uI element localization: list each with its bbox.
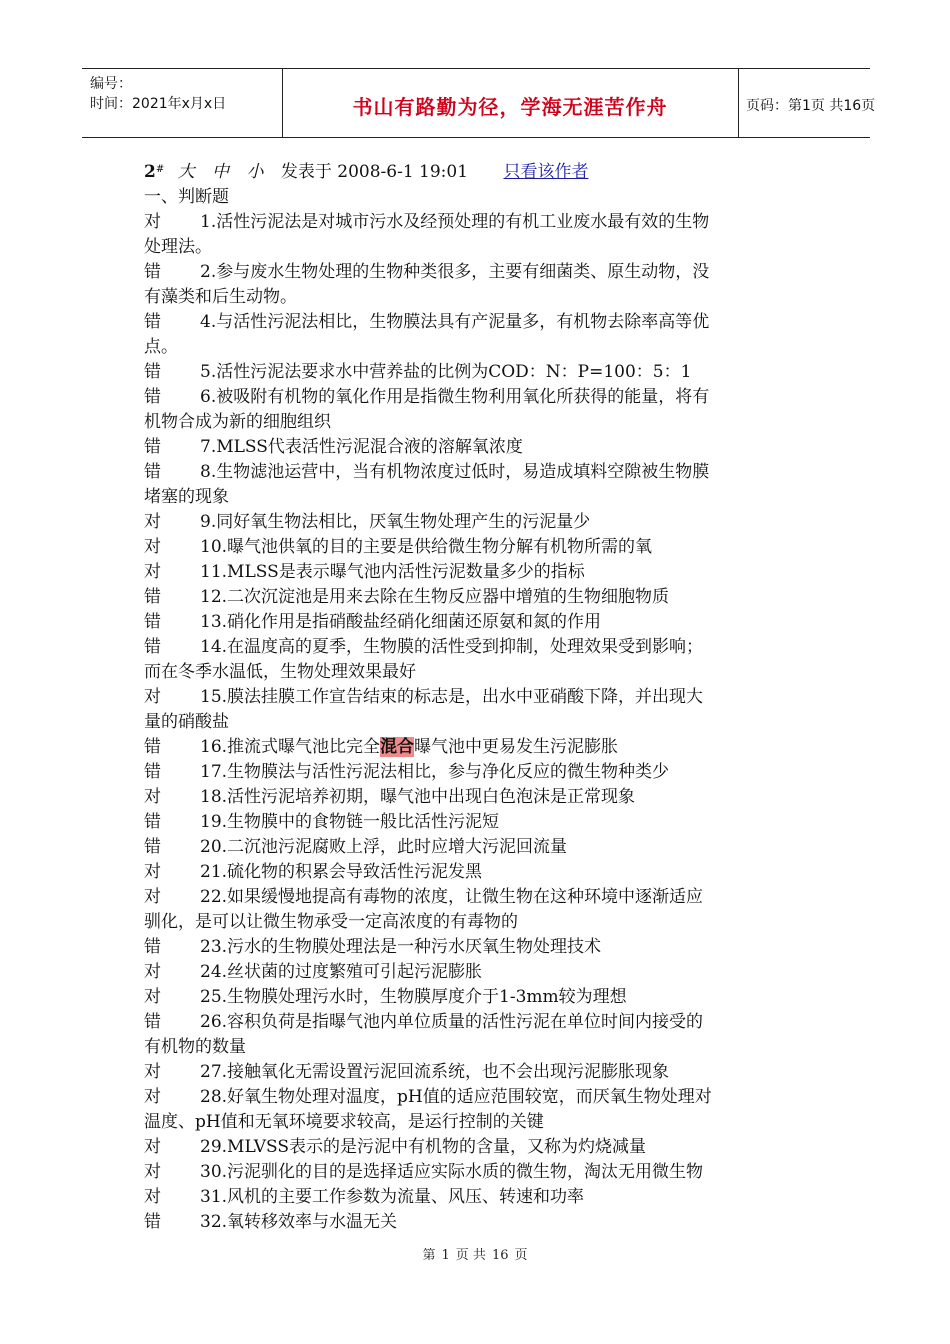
- question-line: [144, 610, 784, 635]
- question-text: 堵塞的现象: [144, 487, 229, 507]
- answer-mark: 错: [144, 612, 161, 632]
- answer-mark: 对: [144, 1137, 161, 1157]
- document-header: [82, 68, 876, 138]
- question-text: 而在冬季水温低，生物处理效果最好: [144, 662, 416, 682]
- answer-mark: 错: [144, 937, 161, 957]
- answer-mark: 对: [144, 787, 161, 807]
- only-author-link[interactable]: 只看该作者: [503, 162, 589, 182]
- question-text: 7.MLSS代表活性污泥混合液的溶解氧浓度: [200, 437, 523, 457]
- question-line: [144, 210, 784, 235]
- question-text: 29.MLVSS表示的是污泥中有机物的含量，又称为灼烧减量: [200, 1137, 646, 1157]
- question-text: 23.污水的生物膜处理法是一种污水厌氧生物处理技术: [200, 937, 602, 957]
- question-line: [144, 1210, 784, 1235]
- question-text: 2.参与废水生物处理的生物种类很多，主要有细菌类、原生动物，没: [200, 262, 710, 282]
- question-text: 31.风机的主要工作参数为流量、风压、转速和功率: [200, 1187, 585, 1207]
- footer-prefix: 第: [422, 1248, 436, 1263]
- answer-mark: 错: [144, 437, 161, 457]
- question-line: [144, 860, 784, 885]
- question-text: 机物合成为新的细胞组织: [144, 412, 331, 432]
- question-text: 25.生物膜处理污水时，生物膜厚度介于1-3mm较为理想: [200, 987, 627, 1007]
- question-text: 9.同好氧生物法相比，厌氧生物处理产生的污泥量少: [200, 512, 591, 532]
- question-text: 13.硝化作用是指硝酸盐经硝化细菌还原氨和氮的作用: [200, 612, 602, 632]
- footer-total: 16: [491, 1248, 509, 1263]
- question-text: 4.与活性污泥法相比，生物膜法具有产泥量多，有机物去除率高等优: [200, 312, 710, 332]
- question-line: [144, 360, 784, 385]
- question-line: [144, 785, 784, 810]
- answer-mark: 对: [144, 562, 161, 582]
- font-size-links[interactable]: 大 中 小: [177, 162, 270, 182]
- question-line: [144, 710, 784, 735]
- question-text: 8.生物滤池运营中，当有机物浓度过低时，易造成填料空隙被生物膜: [200, 462, 710, 482]
- question-text: 有机物的数量: [144, 1037, 246, 1057]
- section-title: 一、判断题: [144, 187, 229, 207]
- header-info-cell: [82, 69, 283, 137]
- question-line: [144, 335, 784, 360]
- question-text: 27.接触氧化无需设置污泥回流系统，也不会出现污泥膨胀现象: [200, 1062, 670, 1082]
- answer-mark: 错: [144, 587, 161, 607]
- question-text: 驯化，是可以让微生物承受一定高浓度的有毒物的: [144, 912, 518, 932]
- question-text: 温度、pH值和无氧环境要求较高，是运行控制的关键: [144, 1112, 544, 1132]
- page-label: 页码：第1页 共16页: [746, 98, 876, 114]
- answer-mark: 错: [144, 812, 161, 832]
- answer-mark: 对: [144, 512, 161, 532]
- answer-mark: 错: [144, 837, 161, 857]
- question-text: 18.活性污泥培养初期，曝气池中出现白色泡沫是正常现象: [200, 787, 636, 807]
- footer-current: 1: [441, 1248, 450, 1263]
- motto-text: 书山有路勤为径，学海无涯苦作舟: [352, 95, 668, 119]
- answer-mark: 对: [144, 987, 161, 1007]
- question-text: 5.活性污泥法要求水中营养盐的比例为COD：N：P=100：5：1: [200, 362, 692, 382]
- answer-mark: 对: [144, 1087, 161, 1107]
- highlighted-text: 混合: [380, 737, 415, 757]
- question-line: [144, 810, 784, 835]
- question-line: [144, 535, 784, 560]
- question-line: [144, 560, 784, 585]
- answer-mark: 对: [144, 1187, 161, 1207]
- question-text: 点。: [144, 337, 178, 357]
- question-line: [144, 260, 784, 285]
- question-line: [144, 1110, 784, 1135]
- question-line: [144, 1135, 784, 1160]
- answer-mark: 对: [144, 537, 161, 557]
- answer-mark: 错: [144, 462, 161, 482]
- answer-mark: 错: [144, 1212, 161, 1232]
- answer-mark: 错: [144, 312, 161, 332]
- answer-mark: 错: [144, 262, 161, 282]
- question-line: [144, 1185, 784, 1210]
- question-line: [144, 460, 784, 485]
- posted-time: 发表于 2008-6-1 19:01: [280, 162, 469, 182]
- answer-mark: 对: [144, 962, 161, 982]
- footer-suffix: 页: [514, 1248, 528, 1263]
- question-line: [144, 585, 784, 610]
- question-text: 6.被吸附有机物的氧化作用是指微生物利用氧化所获得的能量，将有: [200, 387, 710, 407]
- question-line: [144, 635, 784, 660]
- answer-mark: 错: [144, 637, 161, 657]
- answer-mark: 错: [144, 362, 161, 382]
- question-line: [144, 1035, 784, 1060]
- floor-number: 2: [144, 162, 156, 182]
- question-line: [144, 835, 784, 860]
- question-text: 14.在温度高的夏季，生物膜的活性受到抑制，处理效果受到影响；: [200, 637, 704, 657]
- question-line: [144, 760, 784, 785]
- question-line: [144, 935, 784, 960]
- question-text: 1.活性污泥法是对城市污水及经预处理的有机工业废水最有效的生物: [200, 212, 710, 232]
- post-body: [144, 160, 784, 1235]
- answer-mark: 对: [144, 212, 161, 232]
- question-text: 15.膜法挂膜工作宣告结束的标志是，出水中亚硝酸下降，并出现大: [200, 687, 704, 707]
- question-line: [144, 485, 784, 510]
- question-line: [144, 685, 784, 710]
- question-line: [144, 285, 784, 310]
- question-text-after: 曝气池中更易发生污泥膨胀: [414, 737, 619, 757]
- answer-mark: 对: [144, 862, 161, 882]
- question-text: 30.污泥驯化的目的是选择适应实际水质的微生物，淘汰无用微生物: [200, 1162, 704, 1182]
- time-label: 时间：2021年x月x日: [90, 96, 227, 112]
- footer-mid: 页 共: [455, 1248, 486, 1263]
- question-text: 12.二次沉淀池是用来去除在生物反应器中增殖的生物细胞物质: [200, 587, 670, 607]
- question-text: 22.如果缓慢地提高有毒物的浓度，让微生物在这种环境中逐渐适应: [200, 887, 704, 907]
- question-text: 量的硝酸盐: [144, 712, 229, 732]
- question-text: 处理法。: [144, 237, 212, 257]
- question-line: [144, 660, 784, 685]
- question-line: [144, 885, 784, 910]
- answer-mark: 错: [144, 762, 161, 782]
- question-line: [144, 960, 784, 985]
- question-line: [144, 410, 784, 435]
- question-text: 11.MLSS是表示曝气池内活性污泥数量多少的指标: [200, 562, 585, 582]
- question-text: 21.硫化物的积累会导致活性污泥发黑: [200, 862, 483, 882]
- answer-mark: 对: [144, 1062, 161, 1082]
- question-line: [144, 735, 784, 760]
- question-text: 16.推流式曝气池比完全: [200, 737, 381, 757]
- floor-sup: #: [155, 164, 165, 175]
- question-line: [144, 435, 784, 460]
- answer-mark: 错: [144, 387, 161, 407]
- question-line: [144, 510, 784, 535]
- question-text: 24.丝状菌的过度繁殖可引起污泥膨胀: [200, 962, 483, 982]
- page-footer: [0, 1244, 950, 1263]
- question-text: 有藻类和后生动物。: [144, 287, 297, 307]
- question-list: [144, 210, 784, 1235]
- header-motto-cell: [282, 69, 739, 137]
- question-line: [144, 310, 784, 335]
- header-page-cell: [738, 69, 876, 137]
- question-line: [144, 1010, 784, 1035]
- question-text: 19.生物膜中的食物链一般比活性污泥短: [200, 812, 500, 832]
- question-text: 26.容积负荷是指曝气池内单位质量的活性污泥在单位时间内接受的: [200, 1012, 704, 1032]
- answer-mark: 对: [144, 1162, 161, 1182]
- question-line: [144, 235, 784, 260]
- question-line: [144, 1085, 784, 1110]
- question-line: [144, 1060, 784, 1085]
- question-line: [144, 385, 784, 410]
- question-text: 20.二沉池污泥腐败上浮，此时应增大污泥回流量: [200, 837, 568, 857]
- answer-mark: 错: [144, 737, 161, 757]
- question-line: [144, 1160, 784, 1185]
- answer-mark: 错: [144, 1012, 161, 1032]
- question-text: 32.氧转移效率与水温无关: [200, 1212, 398, 1232]
- question-text: 28.好氧生物处理对温度，pH值的适应范围较宽，而厌氧生物处理对: [200, 1087, 712, 1107]
- question-text: 17.生物膜法与活性污泥法相比，参与净化反应的微生物种类少: [200, 762, 670, 782]
- post-meta: [144, 160, 784, 185]
- question-line: [144, 910, 784, 935]
- question-line: [144, 985, 784, 1010]
- question-text: 10.曝气池供氧的目的主要是供给微生物分解有机物所需的氧: [200, 537, 653, 557]
- answer-mark: 对: [144, 687, 161, 707]
- number-label: 编号：: [90, 76, 132, 92]
- answer-mark: 对: [144, 887, 161, 907]
